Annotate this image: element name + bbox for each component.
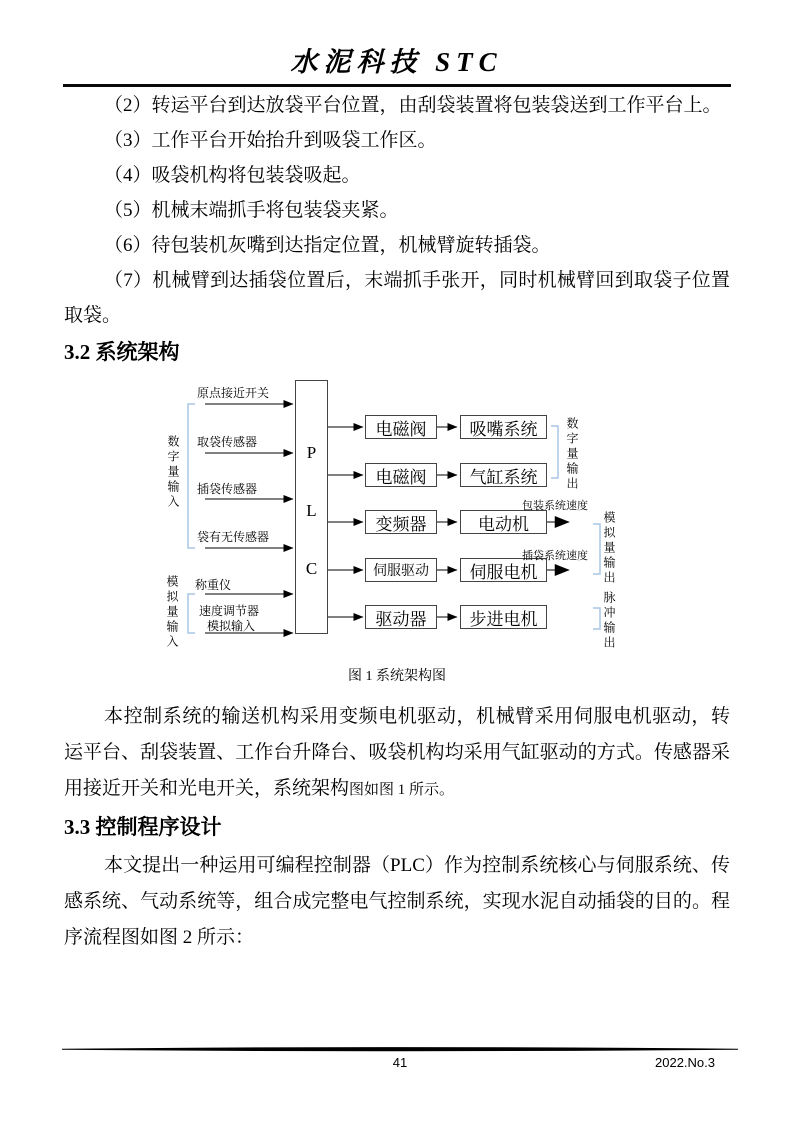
- driver-box-inverter: 变频器: [365, 510, 437, 534]
- speed-label-packing-system: 包装系统速度: [522, 500, 588, 512]
- analog-input-group-label: 模拟量输入: [165, 575, 179, 650]
- driver-box-solenoid-valve-2: 电磁阀: [365, 463, 437, 487]
- driver-box-servo-drive: 伺服驱动: [365, 558, 437, 582]
- input-label-bag-presence-sensor: 袋有无传感器: [197, 530, 270, 544]
- input-label-analog-input: 模拟输入: [207, 619, 256, 633]
- plc-letter: P: [306, 443, 317, 462]
- issue-number: 2022.No.3: [655, 1055, 715, 1070]
- actuator-box-electric-motor: 电动机: [460, 510, 547, 534]
- figure-caption: 图 1 系统架构图: [348, 669, 446, 684]
- speed-label-bag-insert-system: 插袋系统速度: [522, 550, 588, 562]
- page-number: 41: [392, 1055, 408, 1070]
- actuator-box-cylinder-system: 气缸系统: [460, 463, 547, 487]
- footer-rule: [62, 1046, 738, 1053]
- input-label-bag-insert-sensor: 插袋传感器: [197, 482, 258, 496]
- step-item: （2）转运平台到达放袋平台位置，由刮袋装置将包装袋送到工作平台上。: [104, 95, 722, 116]
- header-rule: [63, 84, 731, 87]
- input-label-bag-pick-sensor: 取袋传感器: [197, 435, 258, 449]
- driver-box-stepper-driver: 驱动器: [365, 605, 437, 629]
- driver-box-solenoid-valve-1: 电磁阀: [365, 415, 437, 439]
- section-heading-3-2: 3.2 系统架构: [64, 340, 180, 364]
- plc-letter: L: [306, 501, 317, 520]
- paragraph-text-small: 图如图 1 所示。: [349, 782, 455, 798]
- actuator-box-suction-nozzle-system: 吸嘴系统: [460, 415, 547, 439]
- input-label-origin-switch: 原点接近开关: [197, 386, 270, 400]
- digital-output-group-label: 数字量输出: [565, 417, 579, 492]
- content-column: [64, 88, 730, 956]
- digital-input-group-label: 数字量输入: [166, 435, 180, 510]
- journal-title: 水泥科技 STC: [290, 47, 503, 77]
- input-label-weighing-instrument: 称重仪: [195, 578, 232, 592]
- step-item: （7）机械臂到达插袋位置后，末端抓手张开，同时机械臂回到取袋子位置取袋。: [64, 270, 730, 326]
- step-item: （5）机械末端抓手将包装袋夹紧。: [104, 200, 399, 221]
- system-architecture-diagram: [150, 371, 660, 659]
- paragraph-text: 本控制系统的输送机构采用变频电机驱动，机械臂采用伺服电机驱动，转运平台、刮袋装置、工作台升降台、吸袋机构均采用气缸驱动的方式。传感器采用接近开关和光电开关，系统架构: [64, 706, 730, 799]
- actuator-box-stepper-motor: 步进电机: [460, 605, 547, 629]
- analog-output-group-label: 模拟量输出: [602, 511, 616, 586]
- pulse-output-group-label: 脉冲输出: [602, 591, 616, 651]
- step-item: （6）待包装机灰嘴到达指定位置，机械臂旋转插袋。: [104, 235, 551, 256]
- plc-box: [295, 380, 328, 634]
- actuator-box-servo-motor: 伺服电机: [460, 558, 547, 582]
- body-paragraph: [64, 699, 730, 808]
- input-label-speed-regulator: 速度调节器: [199, 604, 260, 618]
- step-item: （4）吸袋机构将包装袋吸起。: [104, 165, 361, 186]
- body-paragraph: 本文提出一种运用可编程控制器（PLC）作为控制系统核心与伺服系统、传感系统、气动系统等，组合成完整电气控制系统，实现水泥自动插袋的目的。程序流程图如图 2 所示：: [64, 855, 730, 948]
- section-heading-3-3: 3.3 控制程序设计: [64, 815, 222, 839]
- plc-letter: C: [305, 559, 318, 578]
- page-footer: [62, 1046, 738, 1086]
- step-item: （3）工作平台开始抬升到吸袋工作区。: [104, 130, 437, 151]
